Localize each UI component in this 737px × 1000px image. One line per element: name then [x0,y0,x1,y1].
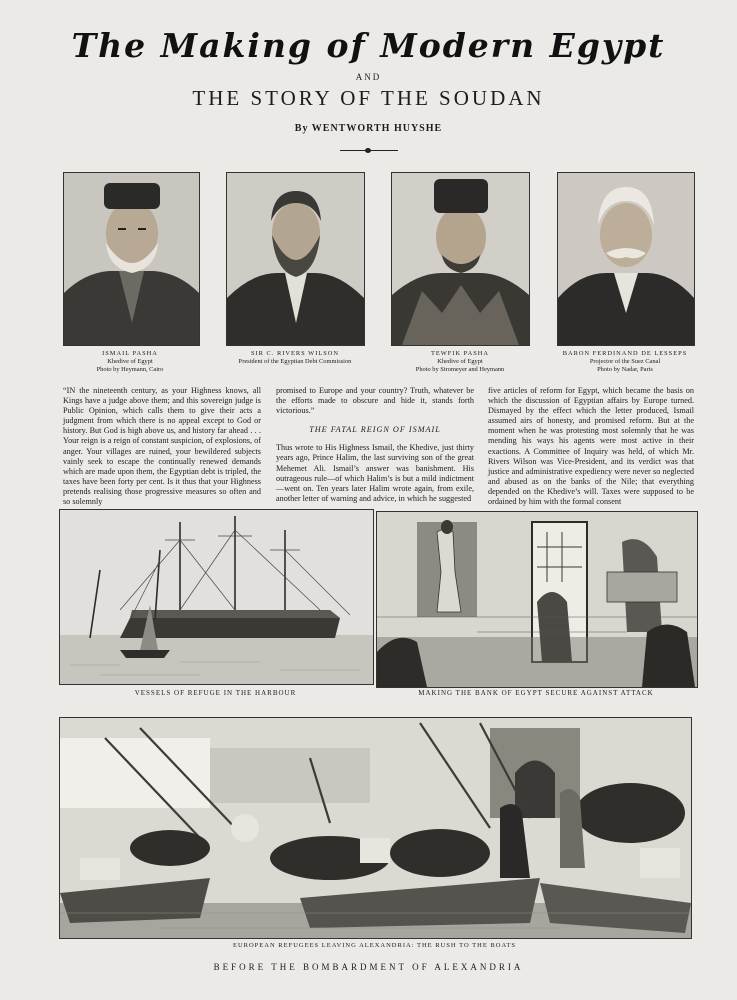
portrait-credit: Photo by Nadar, Paris [597,366,653,373]
bank-caption: MAKING THE BANK OF EGYPT SECURE AGAINST ATTACK [418,689,654,697]
portrait-role: Khedive of Egypt [437,358,483,365]
portrait-tewfik-pasha [391,172,530,346]
portrait-role: President of the Egyptian Debt Commission [238,358,352,365]
portrait-name: SIR C. RIVERS WILSON [250,350,340,357]
page-title: The Making of Modern Egypt [71,26,666,65]
portrait-name: TEWFIK PASHA [430,350,490,357]
section-heading: THE FATAL REIGN OF ISMAIL [309,425,441,435]
article-paragraph: “IN the nineteenth century, as your Highness knows, all Kings have a judge above them; and this sovereign judge is Public Opinion, which calls them to give their acts a judgment from which there is no appeal except to God or history. But God is high above us, and history far ahead . . . Your reign is a reign of constant suspicion, of explosions, of anger. Your villages are ruined, your bewildered subjects vainly seek to escape the continually renewed demands which are made upon them, the Egyptian debt is tripled, the taxes have been forty per cent. Is it thus that your Highness pretends realising those progressive measures so often and so solemnly [63,386,261,507]
portrait-caption [545,350,705,374]
portrait-ismail-pasha [63,172,200,346]
article-column-1 [63,386,261,507]
portrait-role: Khedive of Egypt [107,358,153,365]
article-paragraph: promised to Europe and your country? Truth, whatever be the efforts made to obscure and hide it, stands forth victorious.” [276,386,474,416]
bombardment-caption: BEFORE THE BOMBARDMENT OF ALEXANDRIA [213,962,524,972]
boats-engraving [60,718,691,938]
portrait-de-lesseps [557,172,695,346]
article-paragraph: five articles of reform for Egypt, which became the basis on which the discussion of Egyptian affairs by Europe turned. Dismayed by the effect which the letter produced, Ismail assumed airs of honesty, and promised reform. But at the moment when he was protesting most solemnly that he was mending his ways his agents were most active in their exactions. A Committee of Inquiry was held, of which Mr. Rivers Wilson was Vice-President, and its verdict was that justice and administrative expediency were never so neglected and abused as on the banks of the Nile; that everything depended on the Khedive’s will. Taxes were supposed to be ordained by him with the formal consent [488,386,694,507]
portrait-illustration [558,173,694,345]
portrait-credit: Photo by Stromeyer and Heymann [415,366,505,373]
page-subtitle: THE STORY OF THE SOUDAN [192,86,545,110]
bank-illustration [376,511,698,688]
portrait-caption [55,350,205,374]
ornamental-rule [340,150,398,151]
boats-illustration [59,717,692,939]
harbour-illustration [59,509,374,685]
portrait-illustration [392,173,529,345]
portrait-credit: Photo by Heymann, Cairo [96,366,164,373]
portrait-illustration [64,173,199,345]
article-column-2 [276,386,474,503]
boats-caption: EUROPEAN REFUGEES LEAVING ALEXANDRIA: THE RUSH TO THE BOATS [232,942,517,949]
portrait-caption [380,350,540,374]
portrait-role: Projector of the Suez Canal [589,358,661,365]
portrait-name: ISMAIL PASHA [102,350,158,357]
title-conjunction: AND [355,72,382,82]
portrait-illustration [227,173,364,345]
article-paragraph: Thus wrote to His Highness Ismail, the Khedive, just thirty years ago, Prince Halim, the last surviving son of the great Mehemet Ali. Ismail’s answer was banishment. His outrageous rule—of which Halim’s is but a mild indictment—went on. Ten years later Halim wrote again, from exile, another letter of warning and advice, in which he suggested [276,443,474,503]
portrait-rivers-wilson [226,172,365,346]
bank-engraving [377,512,697,687]
harbour-engraving [60,510,373,684]
portrait-name: BARON FERDINAND DE LESSEPS [562,350,688,357]
article-column-3 [488,386,694,507]
harbour-caption: VESSELS OF REFUGE IN THE HARBOUR [134,689,297,697]
portrait-caption [215,350,375,366]
author-byline: By WENTWORTH HUYSHE [294,123,443,134]
